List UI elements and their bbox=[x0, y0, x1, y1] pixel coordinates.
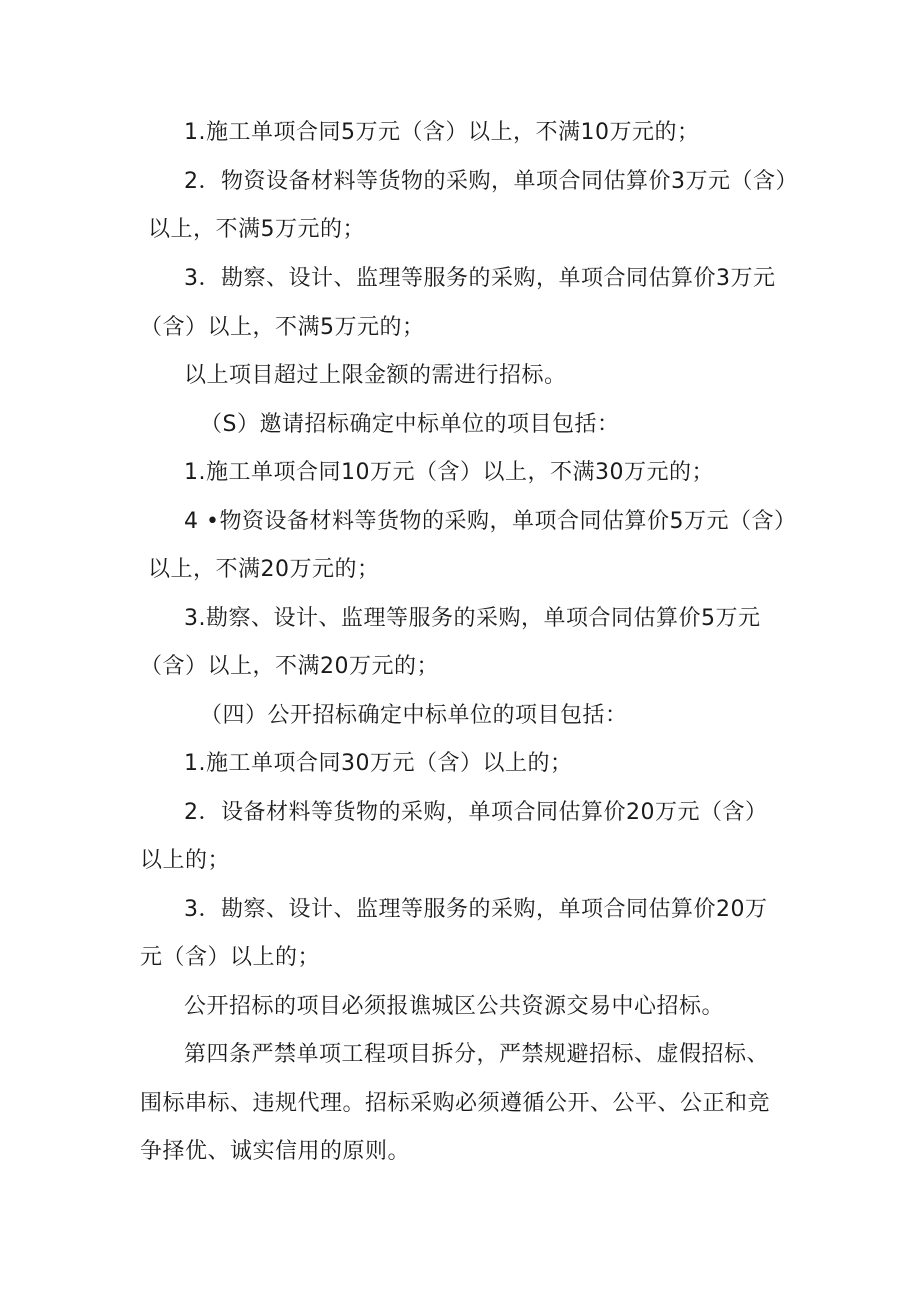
text-line: 1.施工单项合同10万元（含）以上，不满30万元的； bbox=[184, 460, 714, 485]
text-line: 元（含）以上的； bbox=[140, 945, 321, 970]
text-line: 4 •物资设备材料等货物的采购，单项合同估算价5万元（含） bbox=[184, 509, 797, 534]
text-line: 1.施工单项合同5万元（含）以上，不满10万元的； bbox=[184, 120, 700, 145]
text-line: 3．勘察、设计、监理等服务的采购，单项合同估算价3万元 bbox=[184, 266, 776, 291]
text-line: 以上，不满5万元的； bbox=[148, 217, 365, 242]
text-line: 争择优、诚实信用的原则。 bbox=[140, 1139, 411, 1164]
text-line: 2．物资设备材料等货物的采购，单项合同估算价3万元（含） bbox=[184, 169, 798, 194]
text-line: （S）邀请招标确定中标单位的项目包括： bbox=[200, 412, 620, 437]
text-line: 以上，不满20万元的； bbox=[148, 557, 380, 582]
text-line: 以上项目超过上限金额的需进行招标。 bbox=[184, 363, 567, 388]
text-line: 3．勘察、设计、监理等服务的采购，单项合同估算价20万 bbox=[184, 897, 768, 922]
text-line: （四）公开招标确定中标单位的项目包括： bbox=[200, 703, 628, 728]
text-line: 公开招标的项目必须报谯城区公共资源交易中心招标。 bbox=[184, 994, 725, 1019]
text-line: 围标串标、违规代理。招标采购必须遵循公开、公平、公正和竞 bbox=[140, 1091, 771, 1116]
text-line: 以上的； bbox=[140, 848, 231, 873]
text-line: 2．设备材料等货物的采购，单项合同估算价20万元（含） bbox=[184, 800, 768, 825]
text-line: 1.施工单项合同30万元（含）以上的； bbox=[184, 751, 573, 776]
text-line: （含）以上，不满20万元的； bbox=[140, 654, 439, 679]
text-line: 第四条严禁单项工程项目拆分，严禁规避招标、虚假招标、 bbox=[184, 1042, 770, 1067]
text-line: 3.勘察、设计、监理等服务的采购，单项合同估算价5万元 bbox=[184, 606, 761, 631]
text-line: （含）以上，不满5万元的； bbox=[140, 315, 425, 340]
